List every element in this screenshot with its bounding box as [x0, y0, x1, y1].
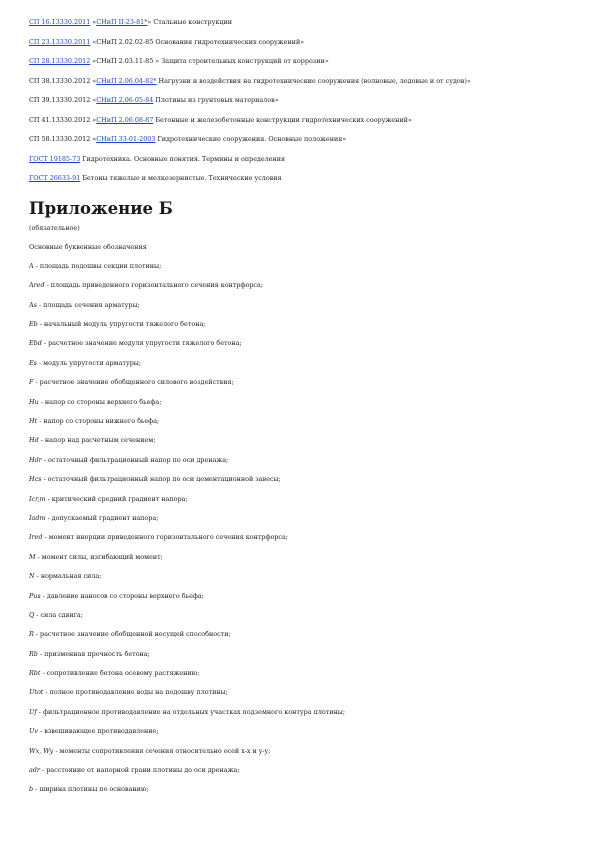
symbol-row: [29, 727, 579, 746]
symbol-description: - площадь подошвы секции плотины;: [33, 261, 162, 270]
reference-item: СП 39.13330.2012 «СНиП 2.06.05-84 Плотины из грунтовых материалов»: [29, 96, 279, 104]
symbol: Uv: [29, 727, 38, 736]
symbol-row: [29, 688, 579, 707]
symbol: Ht: [29, 417, 38, 426]
symbol-row: [29, 436, 579, 455]
symbol-description: - площадь приведенного горизонтального сечения контрфорса;: [44, 281, 263, 290]
symbol: Uf: [29, 707, 37, 716]
document-page: [29, 10, 579, 805]
symbol: adr: [29, 766, 40, 775]
symbol-row: [29, 320, 579, 339]
reference-title: Защита строительных конструкций от коррозии: [161, 57, 325, 65]
reference-alt-code: СНиП 2.03.11-85: [96, 57, 154, 65]
reference-item: СП 28.13330.2012 «СНиП 2.03.11-85 « Защита строительных конструкций от коррозии»: [29, 57, 329, 65]
symbol-row: [29, 339, 579, 358]
reference-code-link[interactable]: СП 28.13330.2012: [29, 57, 91, 65]
reference-title: Бетоны тяжелые и мелкозернистые. Технические условия: [82, 174, 282, 182]
symbol-description: - остаточный фильтрационный напор по оси цементационной завесы;: [41, 475, 281, 484]
reference-item: [29, 174, 579, 194]
reference-code-link[interactable]: ГОСТ 26633-91: [29, 174, 81, 182]
symbol-row: [29, 708, 579, 727]
symbol-row: [29, 495, 579, 514]
symbol-row: [29, 398, 579, 417]
reference-title: Стальные конструкции: [153, 18, 232, 26]
symbol: b: [29, 785, 34, 794]
symbol: Iadm: [29, 513, 46, 522]
appendix-note: (обязательное): [29, 223, 80, 232]
reference-item: СП 16.13330.2011 «СНиП II-23-81*» Стальные конструкции: [29, 18, 232, 26]
reference-alt-code: СНиП 2.02.02-85: [96, 37, 154, 46]
reference-alt-link[interactable]: СНиП 2.06.04-82*: [96, 76, 157, 85]
symbol-row: [29, 611, 579, 630]
symbol-description: - взвешивающее противодавление;: [38, 727, 159, 736]
symbol-row: [29, 456, 579, 475]
symbol-row: [29, 785, 579, 804]
reference-code: СП 58.13330.2012: [29, 135, 91, 143]
symbol: Hcs: [29, 475, 42, 484]
symbol-description: - момент силы, изгибающий момент;: [35, 552, 163, 561]
reference-item: [29, 155, 579, 175]
symbol: F: [29, 378, 34, 387]
reference-alt-link[interactable]: СНиП II-23-81*: [96, 18, 148, 26]
appendix-subtitle: Основные буквенные обозначения: [29, 242, 147, 251]
symbol-description: - остаточный фильтрационный напор по оси дренажа;: [41, 455, 229, 464]
symbol-description: - расчетное значение обобщенной несущей способности;: [33, 630, 231, 639]
reference-title: Основания гидротехнических сооружений: [155, 37, 301, 46]
symbol: Utot: [29, 688, 44, 697]
reference-title: Плотины из грунтовых материалов: [155, 96, 275, 104]
symbol-row: [29, 417, 579, 436]
symbol-description: - расчетное значение обобщенного силового воздействия;: [33, 378, 234, 387]
symbol-description: - расстояние от напорной грани плотины до оси дренажа;: [39, 766, 240, 775]
symbol-row: [29, 630, 579, 649]
symbol-row: [29, 281, 579, 300]
symbol: Hu: [29, 397, 39, 406]
symbol-row: [29, 262, 579, 281]
reference-title: Гидротехнические сооружения. Основные положения: [157, 135, 343, 143]
symbol-description: - начальный модуль упругости тяжелого бетона;: [37, 320, 206, 329]
symbol-row: [29, 553, 579, 572]
reference-alt-link[interactable]: СНиП 33-01-2003: [96, 135, 156, 143]
symbol-description: - напор со стороны верхнего бьефа;: [38, 397, 162, 406]
symbol-description: - напор над расчетным сечением;: [38, 436, 156, 445]
reference-list: [29, 18, 579, 194]
symbol-description: - нормальная сила;: [34, 572, 102, 581]
symbol: Wx, Wy: [29, 746, 54, 755]
symbol: M: [29, 552, 36, 561]
symbol-description: - критический средний градиент напора;: [45, 494, 188, 503]
symbol-row: [29, 359, 579, 378]
symbol-description: - допускаемый градиент напора;: [45, 513, 159, 522]
reference-item: СП 58.13330.2012 «СНиП 33-01-2003 Гидротехнические сооружения. Основные положения»: [29, 135, 347, 143]
symbol-description: - ширина плотины по основанию;: [33, 785, 149, 794]
symbol-row: [29, 301, 579, 320]
symbol-description: - расчетное значение модуля упругости тяжелого бетона;: [41, 339, 242, 348]
symbol: N: [29, 572, 35, 581]
symbol-description: - давление наносов со стороны верхнего бьефа;: [40, 591, 204, 600]
reference-item: СП 23.13330.2011 «СНиП 2.02.02-85 Основания гидротехнических сооружений»: [29, 37, 305, 46]
symbol-row: [29, 533, 579, 552]
symbol: Rbt: [29, 669, 41, 678]
symbol: Ared: [29, 281, 45, 290]
symbol-description: - момент инерции приведенного горизонтального сечения контрфорса;: [42, 533, 288, 542]
symbol: Hdr: [29, 455, 42, 464]
reference-code-link[interactable]: ГОСТ 19185-73: [29, 154, 81, 163]
appendix-heading: Приложение Б: [29, 198, 173, 218]
symbol: Ired: [29, 533, 43, 542]
symbol-list: [29, 262, 579, 805]
reference-title: Гидротехника. Основные понятия. Термины и определения: [82, 154, 286, 163]
reference-code-link[interactable]: СП 16.13330.2011: [29, 18, 91, 26]
symbol: A: [29, 261, 34, 270]
symbol-row: [29, 475, 579, 494]
reference-code: СП 38.13330.2012: [29, 76, 91, 85]
symbol-description: - моменты сопротивления сечения относительно осей x-x и y-y;: [53, 746, 271, 755]
symbol-description: - призменная прочность бетона;: [37, 649, 150, 658]
symbol-description: - сила сдвига;: [34, 610, 83, 619]
symbol: Eb: [29, 320, 38, 329]
symbol-description: - модуль упругости арматуры;: [36, 358, 142, 367]
symbol: R: [29, 630, 34, 639]
symbol: Icr,m: [29, 494, 46, 503]
symbol: As: [29, 300, 37, 309]
reference-item: СП 38.13330.2012 «СНиП 2.06.04-82* Нагрузки и воздействия на гидротехнические сооружения (волновые, ледовые и от судов)»: [29, 76, 471, 85]
reference-code: СП 39.13330.2012: [29, 96, 91, 104]
symbol-row: [29, 378, 579, 397]
symbol-description: - фильтрационное противодавление на отдельных участках подземного контура плотины;: [36, 707, 346, 716]
symbol-description: - напор со стороны нижнего бьефа;: [37, 417, 160, 426]
symbol: Q: [29, 610, 35, 619]
symbol: Rb: [29, 649, 38, 658]
reference-alt-link[interactable]: СНиП 2.06.05-84: [96, 96, 154, 104]
symbol-row: [29, 669, 579, 688]
symbol: Hd: [29, 436, 39, 445]
symbol: Ebd: [29, 339, 42, 348]
symbol-row: [29, 766, 579, 785]
symbol-description: - полное противодавление воды на подошву плотины;: [43, 688, 228, 697]
symbol-row: [29, 650, 579, 669]
symbol-description: - площадь сечения арматуры;: [36, 300, 140, 309]
reference-alt-link[interactable]: СНиП 2.06.08-87: [96, 115, 154, 124]
reference-code: СП 41.13330.2012: [29, 115, 91, 124]
symbol-row: [29, 747, 579, 766]
symbol-row: [29, 514, 579, 533]
symbol: Pus: [29, 591, 41, 600]
reference-title: Нагрузки и воздействия на гидротехнические сооружения (волновые, ледовые и от судов): [158, 76, 467, 85]
reference-code-link[interactable]: СП 23.13330.2011: [29, 37, 91, 46]
reference-item: СП 41.13330.2012 «СНиП 2.06.08-87 Бетонные и железобетонные конструкции гидротехнических сооружений»: [29, 115, 412, 124]
reference-title: Бетонные и железобетонные конструкции гидротехнических сооружений: [155, 115, 408, 124]
symbol-row: [29, 592, 579, 611]
symbol: Es: [29, 358, 37, 367]
symbol-description: - сопротивление бетона осевому растяжению;: [40, 669, 200, 678]
symbol-row: [29, 572, 579, 591]
